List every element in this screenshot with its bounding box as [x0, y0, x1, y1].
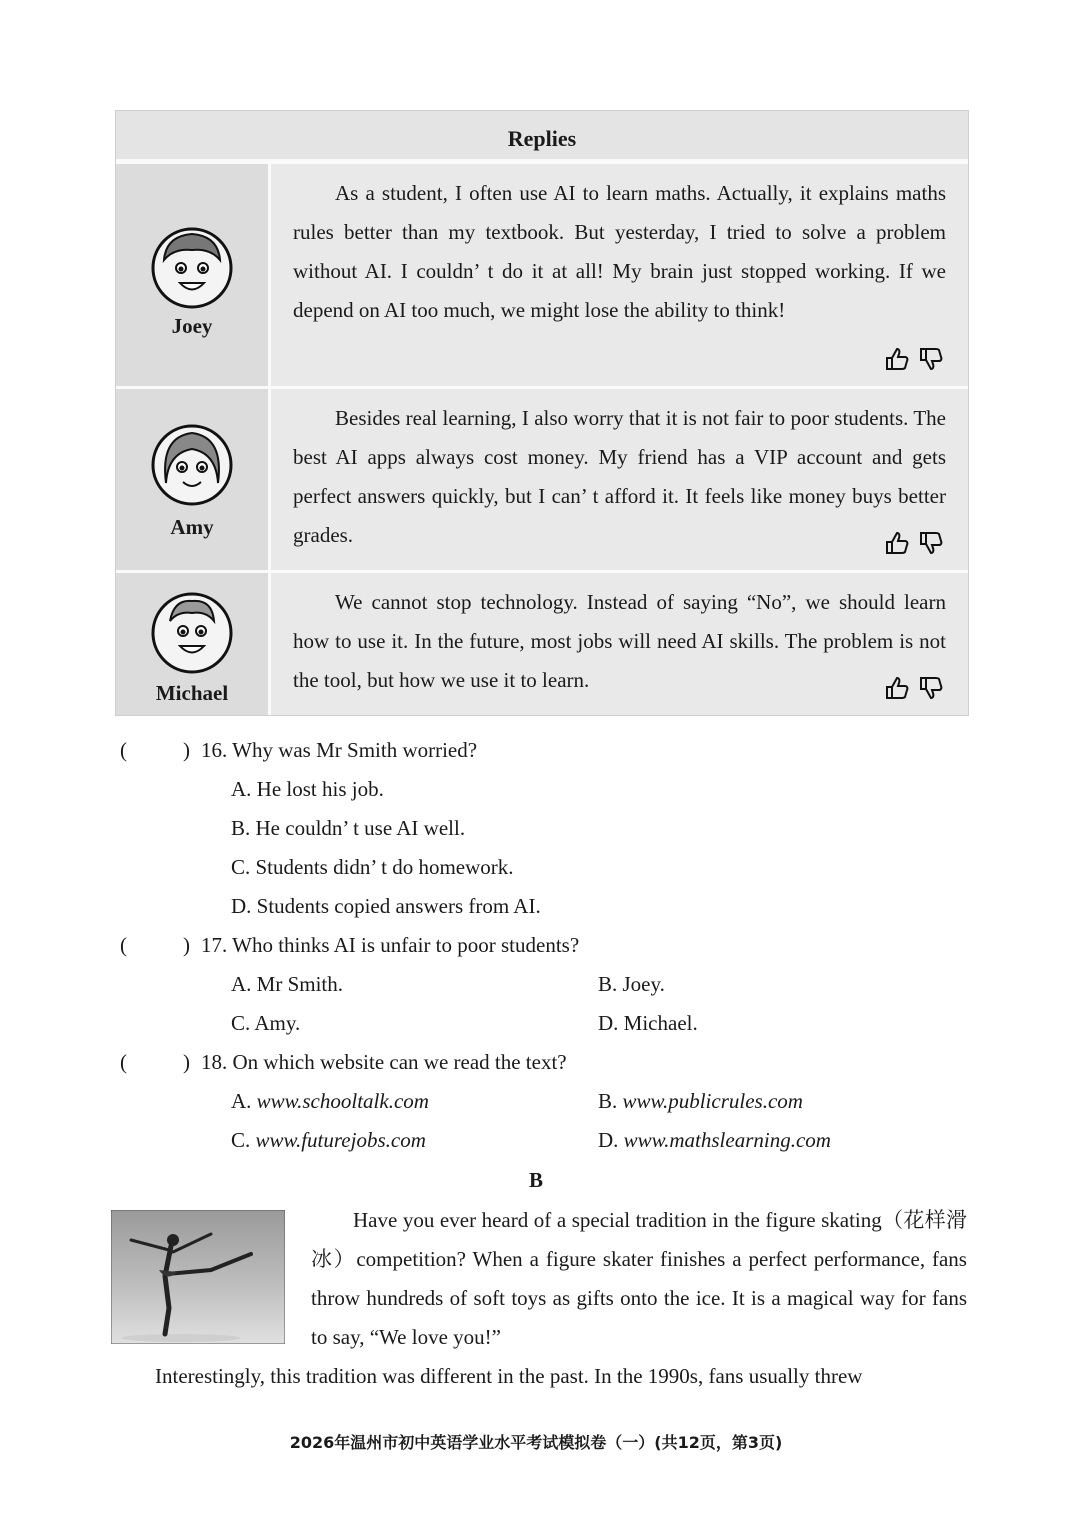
q17-option-b[interactable]: B. Joey.	[598, 972, 665, 996]
amy-reply	[271, 389, 968, 570]
question-16-text: 16. Why was Mr Smith worried?	[201, 738, 478, 762]
q16-option-d[interactable]: D. Students copied answers from AI.	[231, 894, 541, 918]
girl-face-icon	[150, 423, 234, 507]
q18-option-a[interactable]	[231, 1089, 429, 1114]
amy-reply-text: Besides real learning, I also worry that it is not fair to poor students. The best AI apps always cost money. My friend has a VIP account and gets perfect answers quickly, but I can’ t afford it. It feels like money buys better grades.	[293, 406, 946, 547]
michael-avatar	[116, 573, 271, 715]
thumbs-up-icon[interactable]	[884, 530, 910, 556]
answer-bracket-right: )	[183, 933, 190, 957]
option-url: www.schooltalk.com	[256, 1089, 429, 1113]
q16-option-c[interactable]: C. Students didn’ t do homework.	[231, 855, 514, 879]
reply-amy	[116, 386, 968, 570]
question-18-text: 18. On which website can we read the text?	[201, 1050, 567, 1074]
figure-skater-image	[111, 1210, 285, 1344]
reply-joey	[116, 161, 968, 386]
joey-reactions	[884, 346, 944, 372]
q17-option-d[interactable]: D. Michael.	[598, 1011, 698, 1035]
michael-name: Michael	[155, 681, 229, 705]
thumbs-down-icon[interactable]	[918, 530, 944, 556]
amy-name: Amy	[170, 515, 214, 539]
option-url: www.mathslearning.com	[623, 1128, 831, 1152]
thumbs-down-icon[interactable]	[918, 675, 944, 701]
q16-option-b[interactable]: B. He couldn’ t use AI well.	[231, 816, 466, 840]
q18-option-c[interactable]	[231, 1128, 426, 1153]
replies-header: Replies	[116, 111, 968, 161]
boy-face-icon	[150, 226, 234, 310]
option-url: www.futurejobs.com	[255, 1128, 426, 1152]
thumbs-up-icon[interactable]	[884, 346, 910, 372]
joey-reply	[271, 164, 968, 386]
thumbs-down-icon[interactable]	[918, 346, 944, 372]
answer-bracket-right: )	[183, 738, 190, 762]
answer-bracket-left[interactable]: (	[120, 1050, 127, 1074]
section-b-paragraph-1: Have you ever heard of a special tradition in the figure skating（花样滑冰）competition? When a figure skater finishes a perfect performance, fans throw hundreds of soft toys as gifts onto the ice. It is a magical way for fans to say, “We love you!”	[311, 1208, 967, 1349]
q17-option-c[interactable]: C. Amy.	[231, 1011, 301, 1035]
answer-bracket-right: )	[183, 1050, 190, 1074]
option-url: www.publicrules.com	[622, 1089, 803, 1113]
answer-bracket-left[interactable]: (	[120, 933, 127, 957]
amy-reactions	[884, 530, 944, 556]
section-b-paragraph-2: Interestingly, this tradition was different in the past. In the 1990s, fans usually threw	[155, 1364, 863, 1388]
page-footer: 2026年温州市初中英语学业水平考试模拟卷（一）(共12页，第3页)	[289, 1433, 783, 1452]
q17-option-a[interactable]: A. Mr Smith.	[231, 972, 344, 996]
section-b-heading: B	[528, 1168, 543, 1192]
joey-reply-text: As a student, I often use AI to learn maths. Actually, it explains maths rules better than my textbook. But yesterday, I tried to solve a problem without AI. I couldn’ t do it at all! My brain just stopped working. If we depend on AI too much, we might lose the ability to think!	[293, 181, 946, 322]
michael-reply	[271, 573, 968, 715]
man-face-icon	[150, 591, 234, 675]
amy-avatar	[116, 389, 271, 570]
q18-option-d[interactable]	[598, 1128, 831, 1153]
q16-option-a[interactable]: A. He lost his job.	[231, 777, 384, 801]
question-17-text: 17. Who thinks AI is unfair to poor students?	[201, 933, 580, 957]
reply-michael	[116, 570, 968, 715]
option-letter: B.	[598, 1089, 618, 1113]
option-letter: C.	[231, 1128, 251, 1152]
michael-reply-text: We cannot stop technology. Instead of saying “No”, we should learn how to use it. In the future, most jobs will need AI skills. The problem is not the tool, but how we use it to learn.	[293, 590, 946, 692]
option-letter: A.	[231, 1089, 252, 1113]
michael-reactions	[884, 675, 944, 701]
joey-name: Joey	[171, 314, 213, 338]
joey-avatar	[116, 164, 271, 386]
answer-bracket-left[interactable]: (	[120, 738, 127, 762]
option-letter: D.	[598, 1128, 619, 1152]
q18-option-b[interactable]	[598, 1089, 803, 1114]
thumbs-up-icon[interactable]	[884, 675, 910, 701]
replies-table	[115, 110, 969, 716]
